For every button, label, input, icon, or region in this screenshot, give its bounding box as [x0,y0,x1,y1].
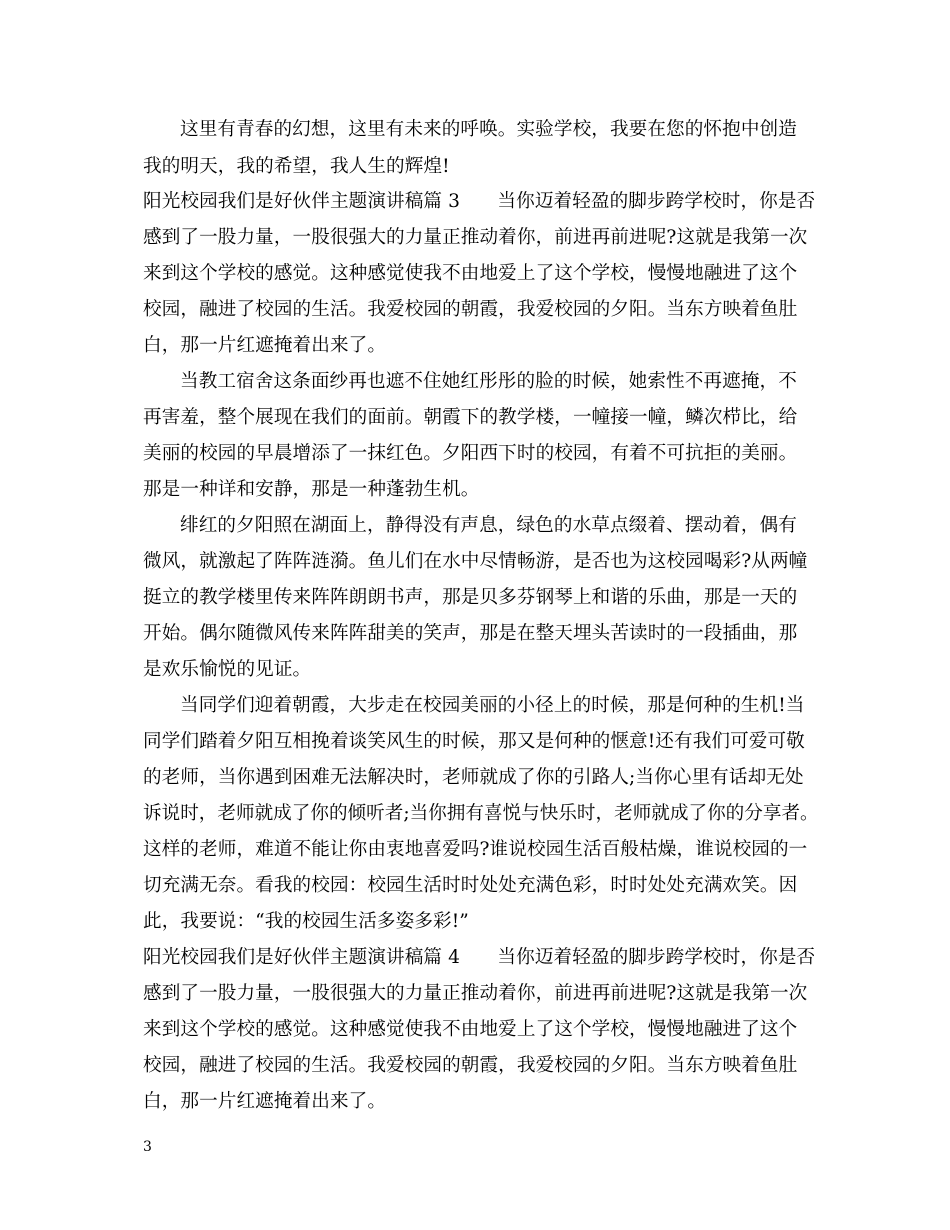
text-line: 这里有青春的幻想，这里有未来的呼唤。实验学校，我要在您的怀抱中创造 [180,119,797,140]
text-line: 来到这个学校的感觉。这种感觉使我不由地爱上了这个学校，慢慢地融进了这个 [143,263,798,284]
text-line: 来到这个学校的感觉。这种感觉使我不由地爱上了这个学校，慢慢地融进了这个 [143,1019,798,1040]
text-line: 我的明天，我的希望，我人生的辉煌! [143,156,450,177]
text-line: 再害羞，整个展现在我们的面前。朝霞下的教学楼，一幢接一幢，鳞次栉比，给 [143,407,798,428]
text-line: 感到了一股力量，一股很强大的力量正推动着你，前进再前进呢?这就是我第一次 [143,983,808,1004]
page-number: 3 [143,1139,152,1155]
text-line: 白，那一片红遮掩着出来了。 [143,335,387,356]
text-line: 微风，就激起了阵阵涟漪。鱼儿们在水中尽情畅游，是否也为这校园喝彩?从两幢 [143,551,808,572]
text-line: 校园，融进了校园的生活。我爱校园的朝霞，我爱校园的夕阳。当东方映着鱼肚 [143,1055,798,1076]
text-line: 切充满无奈。看我的校园：校园生活时时处处充满色彩，时时处处充满欢笑。因 [143,875,798,896]
text-line: 绯红的夕阳照在湖面上，静得没有声息，绿色的水草点缀着、摆动着，偶有 [180,515,797,536]
text-line: 诉说时，老师就成了你的倾听者;当你拥有喜悦与快乐时，老师就成了你的分享者。 [143,803,819,824]
section-heading-line: 阳光校园我们是好伙伴主题演讲稿篇 3 当你迈着轻盈的脚步跨学校时，你是否 [143,191,816,212]
text-line: 这样的老师，难道不能让你由衷地喜爱吗?谁说校园生活百般枯燥，谁说校园的一 [143,839,808,860]
text-line: 白，那一片红遮掩着出来了。 [143,1091,387,1112]
text-line: 开始。偶尔随微风传来阵阵甜美的笑声，那是在整天埋头苦读时的一段插曲，那 [143,623,798,644]
text-line: 是欢乐愉悦的见证。 [143,659,312,680]
text-line: 同学们踏着夕阳互相挽着谈笑风生的时候，那又是何种的惬意!还有我们可爱可敬 [143,731,805,752]
text-line: 此，我要说：“我的校园生活多姿多彩!” [143,911,469,932]
text-line: 那是一种详和安静，那是一种蓬勃生机。 [143,479,480,500]
text-line: 美丽的校园的早晨增添了一抹红色。夕阳西下时的校园，有着不可抗拒的美丽。 [143,443,798,464]
text-line: 当教工宿舍这条面纱再也遮不住她红彤彤的脸的时候，她索性不再遮掩，不 [180,371,797,392]
text-line: 当同学们迎着朝霞，大步走在校园美丽的小径上的时候，那是何种的生机!当 [180,695,805,716]
text-line: 校园，融进了校园的生活。我爱校园的朝霞，我爱校园的夕阳。当东方映着鱼肚 [143,299,798,320]
text-line: 感到了一股力量，一股很强大的力量正推动着你，前进再前进呢?这就是我第一次 [143,227,808,248]
text-line: 的老师，当你遇到困难无法解决时，老师就成了你的引路人;当你心里有话却无处 [143,767,804,788]
section-heading-line: 阳光校园我们是好伙伴主题演讲稿篇 4 当你迈着轻盈的脚步跨学校时，你是否 [143,947,816,968]
text-line: 挺立的教学楼里传来阵阵朗朗书声，那是贝多芬钢琴上和谐的乐曲，那是一天的 [143,587,798,608]
